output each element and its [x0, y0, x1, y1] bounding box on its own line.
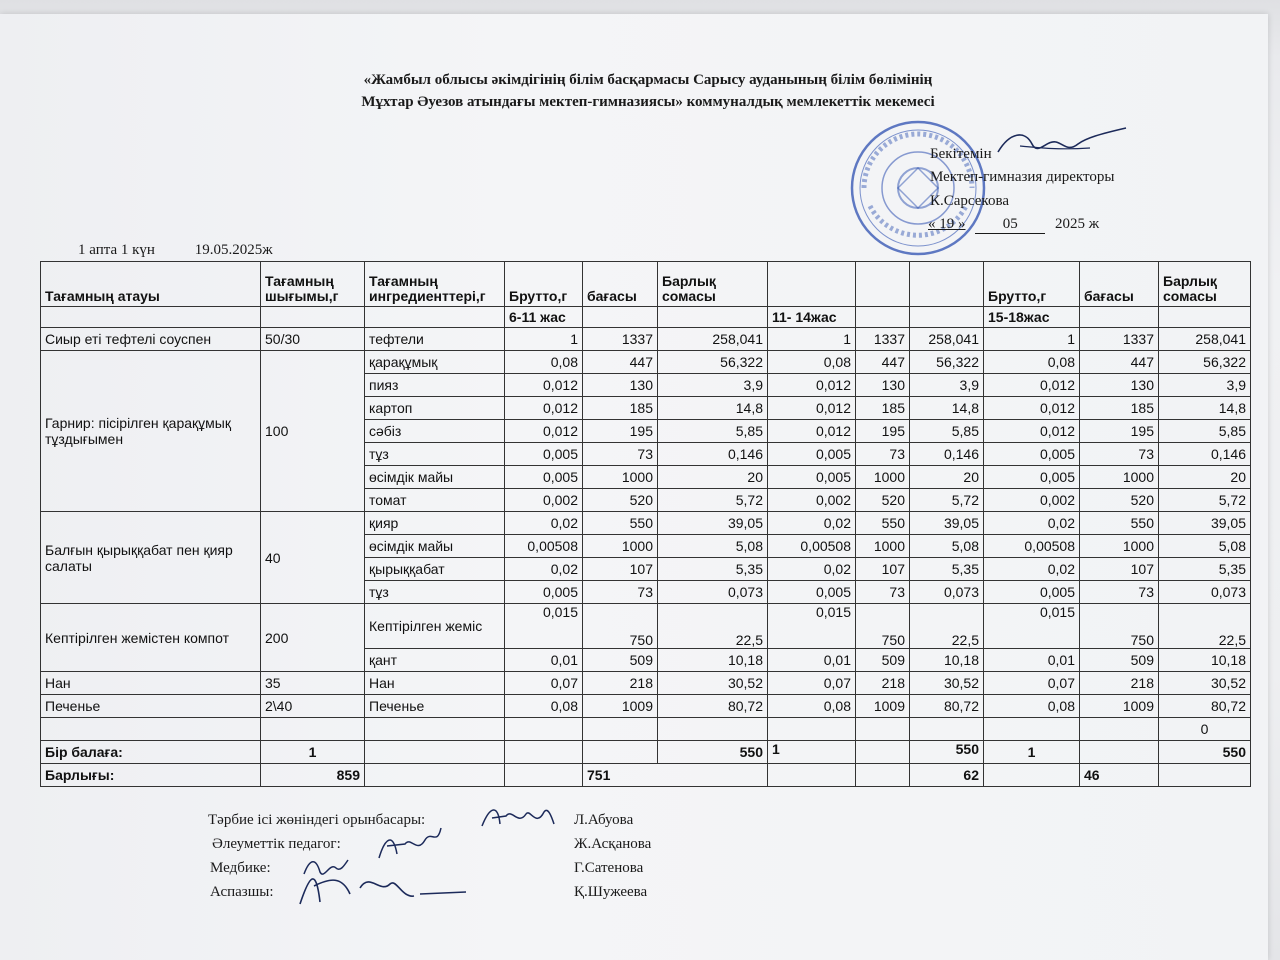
value-cell: 0,005	[505, 581, 583, 604]
value-cell: 1000	[1080, 535, 1159, 558]
social-pedagogue-name: Ж.Асқанова	[574, 836, 652, 852]
total-row	[41, 764, 1251, 787]
value-cell: 0,02	[505, 512, 583, 535]
value-cell: 107	[856, 558, 910, 581]
approval-position: Мектеп-гимназия директоры	[930, 169, 1115, 185]
total-value: 62	[910, 764, 984, 787]
ingredient: қант	[365, 649, 505, 672]
org-title-line-1: «Жамбыл облысы әкімдігінің білім басқармасы Сарысу ауданының білім бөлімінің	[363, 72, 933, 88]
value-cell: 0,08	[984, 695, 1080, 718]
value-cell: 5,85	[1159, 420, 1251, 443]
value-cell: 0,012	[768, 397, 856, 420]
value-cell: 0,08	[505, 351, 583, 374]
value-cell: 0,00508	[984, 535, 1080, 558]
value-cell: 14,8	[910, 397, 984, 420]
per-child-row	[41, 741, 1251, 764]
value-cell: 5,08	[910, 535, 984, 558]
ingredient: томат	[365, 489, 505, 512]
dish-name: Кептірілген жемістен компот	[41, 604, 261, 672]
col-header: Тағамның ингредиенттері,г	[365, 262, 505, 307]
dish-yield: 100	[261, 351, 365, 512]
value-cell: 0,012	[768, 374, 856, 397]
cook-signature-icon	[290, 864, 470, 912]
value-cell: 258,041	[1159, 328, 1251, 351]
total-label: Барлығы:	[41, 764, 261, 787]
value-cell: 5,35	[1159, 558, 1251, 581]
value-cell: 1000	[583, 466, 658, 489]
value-cell: 107	[583, 558, 658, 581]
value-cell: 0,005	[768, 466, 856, 489]
value-cell: 5,35	[658, 558, 768, 581]
value-cell: 20	[1159, 466, 1251, 489]
table-row	[41, 672, 1251, 695]
value-cell: 0,07	[505, 672, 583, 695]
dish-yield: 35	[261, 672, 365, 695]
value-cell: 30,52	[1159, 672, 1251, 695]
nurse-label: Медбике:	[210, 860, 271, 876]
value-cell: 195	[583, 420, 658, 443]
age-group-label: 11- 14жас	[768, 307, 856, 328]
value-cell: 0,012	[984, 374, 1080, 397]
value-cell: 80,72	[1159, 695, 1251, 718]
approval-name: К.Сарсекова	[930, 193, 1009, 209]
value-cell: 56,322	[658, 351, 768, 374]
value-cell: 5,72	[658, 489, 768, 512]
value-cell: 73	[856, 443, 910, 466]
deputy-label: Тәрбие ісі жөніндегі орынбасары:	[208, 812, 426, 828]
value-cell: 3,9	[910, 374, 984, 397]
value-cell: 0,015	[984, 604, 1080, 649]
menu-date: 19.05.2025ж	[194, 242, 273, 258]
empty-row-value: 0	[1159, 718, 1251, 741]
value-cell: 258,041	[658, 328, 768, 351]
value-cell: 1	[768, 328, 856, 351]
value-cell: 750	[583, 604, 658, 649]
social-pedagogue-signature-icon	[375, 824, 445, 864]
value-cell: 0,146	[910, 443, 984, 466]
value-cell: 5,72	[910, 489, 984, 512]
value-cell: 520	[856, 489, 910, 512]
value-cell: 0,012	[505, 397, 583, 420]
value-cell: 509	[583, 649, 658, 672]
total-value: 859	[261, 764, 365, 787]
ingredient: тұз	[365, 581, 505, 604]
value-cell: 185	[1080, 397, 1159, 420]
dish-name: Гарнир: пісірілген қарақұмық тұздығымен	[41, 351, 261, 512]
ingredient: Нан	[365, 672, 505, 695]
value-cell: 20	[658, 466, 768, 489]
table-row	[41, 328, 1251, 351]
week-day-label: 1 апта 1 күн	[78, 242, 155, 258]
value-cell: 447	[856, 351, 910, 374]
age-group-label: 15-18жас	[984, 307, 1080, 328]
value-cell: 22,5	[658, 604, 768, 649]
social-pedagogue-label: Әлеуметтік педагог:	[212, 836, 341, 852]
value-cell: 56,322	[1159, 351, 1251, 374]
value-cell: 130	[1080, 374, 1159, 397]
value-cell: 0,02	[984, 512, 1080, 535]
dish-name: Балғын қырыққабат пен қияр салаты	[41, 512, 261, 604]
value-cell: 73	[583, 581, 658, 604]
value-cell: 218	[583, 672, 658, 695]
value-cell: 0,015	[768, 604, 856, 649]
value-cell: 107	[1080, 558, 1159, 581]
value-cell: 0,005	[984, 581, 1080, 604]
value-cell: 0,012	[505, 420, 583, 443]
value-cell: 0,005	[505, 466, 583, 489]
value-cell: 750	[1080, 604, 1159, 649]
per-child-count: 1	[984, 741, 1080, 764]
value-cell: 130	[583, 374, 658, 397]
ingredient: пияз	[365, 374, 505, 397]
value-cell: 1	[505, 328, 583, 351]
ingredient: тұз	[365, 443, 505, 466]
value-cell: 258,041	[910, 328, 984, 351]
table-row	[41, 351, 1251, 374]
value-cell: 0,07	[984, 672, 1080, 695]
org-title-line-2: Мұхтар Әуезов атындағы мектеп-гимназиясы» коммуналдық мемлекеттік мекемесі	[361, 94, 935, 110]
value-cell: 550	[1080, 512, 1159, 535]
approval-date-month: 05	[975, 216, 1045, 234]
age-group-row	[41, 307, 1251, 328]
value-cell: 0,08	[768, 695, 856, 718]
approval-date-year: 2025 ж	[1055, 216, 1100, 232]
dish-name: Сиыр еті тефтелі соуспен	[41, 328, 261, 351]
ingredient: қарақұмық	[365, 351, 505, 374]
approval-date-day: « 19 »	[928, 216, 966, 232]
nurse-name: Г.Сатенова	[574, 860, 644, 876]
per-child-count: 1	[768, 741, 856, 764]
value-cell: 0,08	[505, 695, 583, 718]
value-cell: 0,00508	[505, 535, 583, 558]
value-cell: 509	[1080, 649, 1159, 672]
value-cell: 185	[583, 397, 658, 420]
value-cell: 0,07	[768, 672, 856, 695]
value-cell: 0,02	[768, 512, 856, 535]
table-row	[41, 604, 1251, 649]
value-cell: 22,5	[910, 604, 984, 649]
value-cell: 1000	[583, 535, 658, 558]
value-cell: 20	[910, 466, 984, 489]
per-child-sum: 550	[1159, 741, 1251, 764]
value-cell: 39,05	[658, 512, 768, 535]
age-group-label: 6-11 жас	[505, 307, 583, 328]
day-info	[78, 242, 309, 259]
value-cell: 14,8	[658, 397, 768, 420]
dish-name: Печенье	[41, 695, 261, 718]
value-cell: 5,85	[658, 420, 768, 443]
value-cell: 0,002	[505, 489, 583, 512]
value-cell: 0,02	[768, 558, 856, 581]
table-row	[41, 695, 1251, 718]
value-cell: 14,8	[1159, 397, 1251, 420]
value-cell: 0,005	[984, 466, 1080, 489]
value-cell: 550	[856, 512, 910, 535]
value-cell: 0,005	[984, 443, 1080, 466]
official-stamp-icon	[848, 118, 988, 258]
value-cell: 0,146	[1159, 443, 1251, 466]
per-child-label: Бір балаға:	[41, 741, 261, 764]
ingredient: тефтели	[365, 328, 505, 351]
ingredient: Печенье	[365, 695, 505, 718]
value-cell: 550	[583, 512, 658, 535]
col-header: бағасы	[1080, 262, 1159, 307]
approval-title: Бекітемін	[930, 146, 992, 162]
value-cell: 1009	[1080, 695, 1159, 718]
table-header-row	[41, 262, 1251, 307]
value-cell: 0,012	[768, 420, 856, 443]
ingredient: өсімдік майы	[365, 535, 505, 558]
col-header-empty	[856, 262, 910, 307]
value-cell: 73	[583, 443, 658, 466]
ingredient: Кептірілген жеміс	[365, 604, 505, 649]
dish-yield: 2\40	[261, 695, 365, 718]
value-cell: 80,72	[658, 695, 768, 718]
value-cell: 1	[984, 328, 1080, 351]
value-cell: 22,5	[1159, 604, 1251, 649]
value-cell: 0,005	[505, 443, 583, 466]
value-cell: 0,08	[984, 351, 1080, 374]
value-cell: 1337	[856, 328, 910, 351]
value-cell: 750	[856, 604, 910, 649]
value-cell: 195	[856, 420, 910, 443]
value-cell: 56,322	[910, 351, 984, 374]
value-cell: 73	[856, 581, 910, 604]
ingredient: өсімдік майы	[365, 466, 505, 489]
value-cell: 1337	[583, 328, 658, 351]
col-header-empty	[768, 262, 856, 307]
table-row	[41, 512, 1251, 535]
col-header: Тағамның шығымы,г	[261, 262, 365, 307]
value-cell: 1009	[856, 695, 910, 718]
value-cell: 73	[1080, 443, 1159, 466]
value-cell: 0,005	[768, 443, 856, 466]
ingredient: картоп	[365, 397, 505, 420]
total-value: 46	[1080, 764, 1159, 787]
value-cell: 1000	[856, 466, 910, 489]
value-cell: 0,012	[984, 397, 1080, 420]
col-header: Тағамның атауы	[41, 262, 261, 307]
value-cell: 0,012	[984, 420, 1080, 443]
value-cell: 0,146	[658, 443, 768, 466]
value-cell: 5,08	[1159, 535, 1251, 558]
value-cell: 10,18	[910, 649, 984, 672]
value-cell: 0,015	[505, 604, 583, 649]
col-header: бағасы	[583, 262, 658, 307]
menu-table	[40, 261, 1251, 787]
value-cell: 1000	[1080, 466, 1159, 489]
value-cell: 195	[1080, 420, 1159, 443]
total-value: 751	[583, 764, 768, 787]
value-cell: 0,073	[658, 581, 768, 604]
dish-yield: 40	[261, 512, 365, 604]
value-cell: 10,18	[1159, 649, 1251, 672]
value-cell: 1337	[1080, 328, 1159, 351]
value-cell: 0,01	[768, 649, 856, 672]
cook-label: Аспазшы:	[210, 884, 274, 900]
value-cell: 5,72	[1159, 489, 1251, 512]
director-signature-icon	[990, 122, 1130, 162]
value-cell: 1009	[583, 695, 658, 718]
ingredient: сәбіз	[365, 420, 505, 443]
value-cell: 39,05	[1159, 512, 1251, 535]
approval-date	[928, 216, 1099, 234]
value-cell: 5,85	[910, 420, 984, 443]
value-cell: 447	[583, 351, 658, 374]
per-child-sum: 550	[910, 741, 984, 764]
value-cell: 80,72	[910, 695, 984, 718]
col-header-empty	[910, 262, 984, 307]
value-cell: 5,08	[658, 535, 768, 558]
value-cell: 1000	[856, 535, 910, 558]
ingredient: қырыққабат	[365, 558, 505, 581]
value-cell: 130	[856, 374, 910, 397]
dish-yield: 200	[261, 604, 365, 672]
deputy-name: Л.Абуова	[574, 812, 634, 828]
dish-name: Нан	[41, 672, 261, 695]
value-cell: 30,52	[910, 672, 984, 695]
value-cell: 185	[856, 397, 910, 420]
col-header: Барлық сомасы	[1159, 262, 1251, 307]
value-cell: 0,073	[1159, 581, 1251, 604]
col-header: Брутто,г	[505, 262, 583, 307]
value-cell: 73	[1080, 581, 1159, 604]
value-cell: 0,002	[984, 489, 1080, 512]
value-cell: 0,00508	[768, 535, 856, 558]
value-cell: 3,9	[1159, 374, 1251, 397]
value-cell: 520	[1080, 489, 1159, 512]
value-cell: 520	[583, 489, 658, 512]
value-cell: 218	[1080, 672, 1159, 695]
value-cell: 30,52	[658, 672, 768, 695]
value-cell: 0,01	[984, 649, 1080, 672]
value-cell: 0,012	[505, 374, 583, 397]
value-cell: 0,02	[505, 558, 583, 581]
value-cell: 218	[856, 672, 910, 695]
value-cell: 447	[1080, 351, 1159, 374]
empty-row	[41, 718, 1251, 741]
dish-yield: 50/30	[261, 328, 365, 351]
per-child-count: 1	[261, 741, 365, 764]
value-cell: 3,9	[658, 374, 768, 397]
deputy-signature-icon	[478, 800, 558, 834]
col-header: Барлық сомасы	[658, 262, 768, 307]
value-cell: 0,02	[984, 558, 1080, 581]
value-cell: 39,05	[910, 512, 984, 535]
per-child-sum: 550	[658, 741, 768, 764]
value-cell: 0,002	[768, 489, 856, 512]
value-cell: 5,35	[910, 558, 984, 581]
cook-name: Қ.Шужеева	[574, 884, 648, 900]
value-cell: 0,005	[768, 581, 856, 604]
value-cell: 509	[856, 649, 910, 672]
value-cell: 0,08	[768, 351, 856, 374]
value-cell: 0,01	[505, 649, 583, 672]
ingredient: қияр	[365, 512, 505, 535]
col-header: Брутто,г	[984, 262, 1080, 307]
value-cell: 0,073	[910, 581, 984, 604]
value-cell: 10,18	[658, 649, 768, 672]
